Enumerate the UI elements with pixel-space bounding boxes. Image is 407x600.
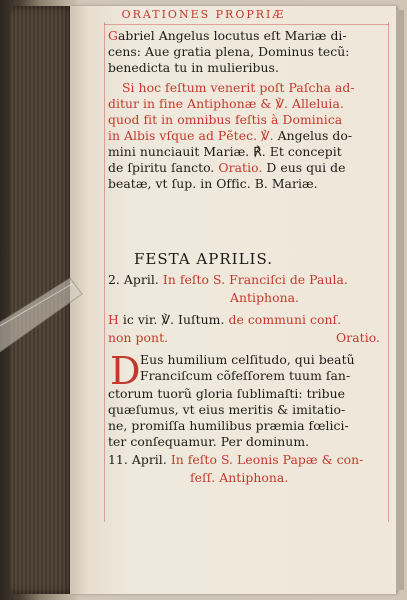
antiphon-rubric-line: non pont. Oratio. (108, 330, 380, 345)
rubric-line-5: ditur in fine Antiphonæ & ℣. Alleluia. (108, 96, 344, 111)
rubric-line-4: Si hoc feſtum venerit poſt Paſcha ad- (122, 80, 355, 95)
rubric-line-6: quod fit in omnibus feſtis à Dominica (108, 112, 343, 127)
text-line-1: Gabriel Angelus locutus eſt Mariæ di- (108, 28, 347, 43)
prayer-line-4: quæſumus, vt eius meritis & imitatio- (108, 402, 346, 417)
prayer-line-5: ne, promiſſa humilibus præmia fœlici- (108, 418, 349, 433)
rule-left (104, 22, 105, 522)
text-line-2: cens: Aue gratia plena, Dominus tecũ: (108, 44, 350, 59)
drop-cap-d: D (110, 349, 141, 393)
festa-heading: FESTA APRILIS. (134, 250, 273, 268)
book-page-edges (10, 6, 76, 594)
rule-right (388, 22, 389, 522)
entry-april-2: 2. April. In feſto S. Franciſci de Paula. (108, 272, 348, 287)
prayer-line-1: Eus humilium celſitudo, qui beatũ (140, 352, 355, 367)
text-line-8: mini nunciauit Mariæ. ℟. Et concepit (108, 144, 342, 159)
running-header: ORATIONES PROPRIÆ (121, 8, 286, 21)
entry-april-11-cont: feſſ. Antiphona. (190, 470, 289, 485)
rule-top (104, 24, 389, 25)
antiphon-line: H ic vir. ℣. Iuſtum. de communi conſ. (108, 312, 342, 327)
text-line-10: beatæ, vt ſup. in Offic. B. Mariæ. (108, 176, 318, 191)
text-line-3: benedicta tu in mulieribus. (108, 60, 279, 75)
prayer-line-2: Franciſcum cõfeſſorem tuum ſan- (140, 368, 351, 383)
initial-g: G (108, 28, 118, 43)
text-line-7: in Albis vſque ad Pẽtec. ℣. Angelus do- (108, 128, 353, 143)
prayer-line-3: ctorum tuorũ gloria ſublimaſti: tribue (108, 386, 346, 401)
entry-april-2-antiphona: Antiphona. (230, 290, 300, 305)
text-line-9: de ſpiritu ſancto. Oratio. D eus qui de (108, 160, 346, 175)
prayer-line-6: ter conſequamur. Per dominum. (108, 434, 310, 449)
entry-april-11: 11. April. In feſto S. Leonis Papæ & con- (108, 452, 364, 467)
